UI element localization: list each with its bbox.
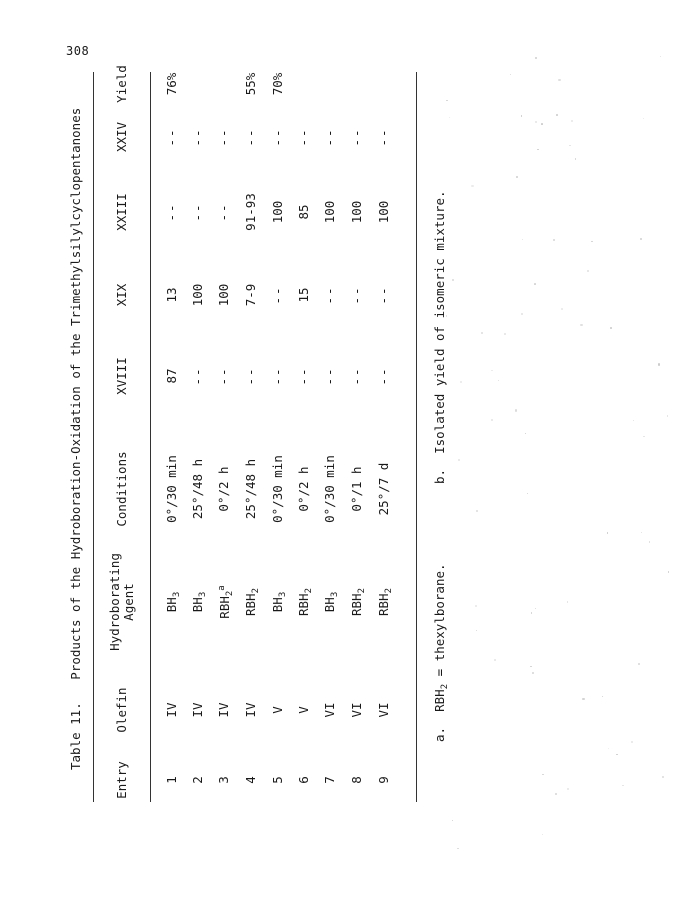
cell-xxiii: 91-93 (243, 193, 258, 231)
scan-speck (481, 332, 483, 334)
cell-xviii: -- (243, 366, 258, 386)
cell-entry: 1 (164, 776, 179, 784)
cell-xxiii: 100 (270, 200, 285, 224)
cell-agent (323, 592, 340, 612)
scan-speck (561, 308, 562, 309)
header-entry: Entry (114, 761, 129, 799)
cell-conditions: 25°/7 d (376, 462, 391, 516)
cell-yield: 55% (243, 72, 258, 96)
scan-speck (638, 663, 640, 665)
page-number: 308 (66, 44, 90, 58)
agent-formula: BH (270, 597, 285, 613)
scan-speck (531, 612, 532, 613)
scan-speck (633, 420, 635, 422)
cell-agent (217, 585, 235, 618)
scan-speck (452, 820, 453, 821)
scan-speck (530, 666, 532, 668)
scan-speck (494, 659, 495, 660)
cell-xxiv: -- (376, 127, 391, 147)
scan-speck (521, 313, 522, 314)
cell-conditions: 0°/2 h (216, 466, 231, 512)
scan-speck (643, 118, 644, 119)
scan-speck (582, 698, 584, 700)
rotated-table-page (60, 65, 460, 802)
cell-xix: 13 (164, 287, 179, 303)
cell-xxiii: 85 (296, 204, 311, 220)
table-row (377, 72, 397, 802)
agent-subscript: 2 (251, 588, 261, 594)
scan-speck (475, 605, 477, 607)
cell-agent (244, 588, 261, 616)
footnote-a (432, 563, 450, 742)
scan-speck (602, 696, 604, 698)
cell-xviii: -- (216, 366, 231, 386)
scan-speck (631, 741, 633, 743)
footnote-a-subscript: 2 (440, 683, 450, 690)
footnote-b (432, 190, 447, 484)
cell-conditions: 0°/30 min (322, 455, 337, 523)
cell-xix: 100 (190, 283, 205, 307)
cell-xxiv: -- (270, 127, 285, 147)
agent-subscript: 2 (225, 590, 235, 597)
cell-xxiv: -- (216, 127, 231, 147)
agent-formula: BH (164, 597, 179, 613)
agent-formula: RBH (376, 593, 391, 616)
cell-entry: 3 (216, 776, 231, 784)
cell-olefin: VI (376, 702, 391, 718)
agent-subscript: 3 (330, 591, 340, 598)
cell-olefin: IV (216, 702, 231, 718)
scan-speck (667, 415, 668, 416)
scan-speck (498, 380, 500, 382)
cell-xix: 15 (296, 287, 311, 303)
cell-entry: 5 (270, 776, 285, 784)
scan-speck (580, 324, 582, 326)
scan-speck (569, 145, 571, 147)
footnote-b-marker: b. (432, 468, 447, 484)
agent-formula: RBH (243, 593, 258, 616)
cell-agent (271, 592, 288, 612)
cell-xix: -- (349, 285, 364, 305)
scan-speck (660, 56, 661, 57)
scan-speck (452, 279, 454, 281)
agent-formula: RBH (349, 593, 364, 616)
cell-xix: -- (376, 285, 391, 305)
table-row (297, 72, 317, 802)
cell-xxiv: -- (164, 127, 179, 147)
scan-speck (522, 239, 523, 240)
scan-speck (521, 115, 523, 117)
cell-olefin: VI (349, 702, 364, 718)
agent-subscript: 3 (198, 591, 208, 598)
table-row (191, 72, 211, 802)
scan-speck (535, 608, 536, 609)
agent-subscript: 3 (278, 591, 288, 598)
cell-agent (377, 588, 394, 616)
scan-speck (460, 381, 462, 383)
cell-olefin: IV (190, 702, 205, 718)
scan-speck (608, 748, 609, 749)
cell-xix: -- (322, 285, 337, 305)
scan-speck (575, 158, 576, 159)
scan-speck (649, 541, 650, 542)
cell-conditions: 25°/48 h (190, 458, 205, 520)
table-title: Table 11. Products of the Hydroboration-Oxidation of the Trimethylsilylcyclopentanones (68, 107, 83, 770)
header-agent-line1: Hydroborating (107, 553, 122, 651)
cell-xix: 7-9 (243, 283, 258, 307)
scan-speck (542, 774, 544, 776)
scan-speck (515, 409, 517, 411)
table-row (271, 72, 291, 802)
scan-speck (510, 74, 511, 75)
footnote-b-text: Isolated yield of isomeric mixture. (432, 190, 447, 454)
cell-yield: 76% (164, 72, 179, 96)
cell-xxiii: 100 (376, 200, 391, 224)
scan-speck (458, 459, 460, 461)
cell-olefin: V (296, 706, 311, 714)
cell-olefin: VI (322, 702, 337, 718)
scan-speck (476, 630, 477, 631)
cell-conditions: 25°/48 h (243, 458, 258, 520)
scan-speck (491, 419, 492, 420)
cell-yield: 70% (270, 72, 285, 96)
scan-speck (640, 238, 642, 240)
cell-agent (297, 588, 314, 616)
table-bottom-rule (416, 72, 417, 802)
scan-speck (534, 283, 536, 285)
cell-xxiii: 100 (322, 200, 337, 224)
table-row (323, 72, 343, 802)
table-body (60, 72, 460, 802)
scan-speck (587, 270, 589, 272)
agent-subscript: 3 (172, 591, 182, 598)
scan-speck (535, 57, 537, 59)
cell-xxiv: -- (243, 127, 258, 147)
cell-xxiv: -- (296, 127, 311, 147)
cell-entry: 6 (296, 776, 311, 784)
cell-xxiv: -- (322, 127, 337, 147)
cell-xix: -- (270, 285, 285, 305)
cell-xviii: -- (376, 366, 391, 386)
scan-speck (516, 176, 518, 178)
header-yield: Yield (114, 65, 129, 103)
scan-speck (527, 493, 529, 495)
cell-xviii: -- (296, 366, 311, 386)
header-conditions: Conditions (114, 451, 129, 527)
cell-xviii: -- (190, 366, 205, 386)
agent-subscript: 2 (384, 588, 394, 594)
scan-speck (541, 123, 543, 125)
cell-xviii: -- (322, 366, 337, 386)
cell-agent (350, 588, 367, 616)
header-xxiii: XXIII (114, 193, 129, 231)
scan-speck (668, 571, 670, 573)
cell-xxiii: -- (164, 202, 179, 222)
table-row (350, 72, 370, 802)
header-xix: XIX (114, 283, 129, 307)
scan-speck (643, 436, 644, 437)
agent-formula: RBH (296, 593, 311, 616)
header-agent-line2: Agent (121, 583, 137, 621)
cell-xxiv: -- (349, 127, 364, 147)
footnote-a-marker: a. (432, 726, 447, 742)
scan-speck (591, 241, 592, 242)
scan-speck (556, 114, 558, 116)
scan-speck (622, 785, 623, 786)
cell-xxiii: -- (190, 202, 205, 222)
footnote-a-formula: RBH (432, 689, 447, 712)
header-xxiv: XXIV (114, 121, 129, 153)
agent-footnote-marker: a (217, 585, 227, 591)
scan-speck (607, 532, 608, 533)
scan-speck (525, 433, 526, 434)
cell-olefin: IV (243, 702, 258, 718)
header-olefin: Olefin (114, 687, 129, 733)
cell-entry: 4 (243, 776, 258, 784)
scan-speck (571, 120, 573, 122)
cell-agent (165, 592, 182, 612)
agent-formula: BH (190, 597, 205, 613)
agent-formula: RBH (217, 596, 232, 619)
table-row (244, 72, 264, 802)
table-row (217, 72, 237, 802)
agent-subscript: 2 (357, 588, 367, 594)
cell-conditions: 0°/30 min (164, 455, 179, 523)
scan-speck (567, 601, 569, 603)
scan-speck (537, 149, 539, 151)
cell-xviii: -- (270, 366, 285, 386)
cell-entry: 7 (322, 776, 337, 784)
cell-xxiii: -- (216, 202, 231, 222)
cell-conditions: 0°/2 h (296, 466, 311, 512)
cell-olefin: V (270, 706, 285, 714)
scan-speck (504, 333, 506, 335)
scan-speck (553, 239, 555, 241)
scan-speck (542, 834, 543, 835)
scan-speck (558, 79, 560, 81)
agent-subscript: 2 (304, 588, 314, 594)
scan-speck (491, 370, 493, 372)
agent-formula: BH (322, 597, 337, 613)
table-row (165, 72, 185, 802)
footnote-a-text: = thexylborane. (432, 563, 447, 684)
scan-speck (658, 363, 660, 365)
cell-entry: 2 (190, 776, 205, 784)
scan-speck (457, 848, 459, 850)
cell-entry: 8 (349, 776, 364, 784)
cell-xxiii: 100 (349, 200, 364, 224)
cell-olefin: IV (164, 702, 179, 718)
cell-agent (191, 592, 208, 612)
scan-speck (662, 776, 664, 778)
cell-xxiv: -- (190, 127, 205, 147)
cell-entry: 9 (376, 776, 391, 784)
cell-xix: 100 (216, 283, 231, 307)
scan-speck (567, 788, 569, 790)
scan-speck (555, 793, 557, 795)
scan-speck (535, 121, 537, 123)
scan-speck (616, 754, 617, 755)
cell-xviii: -- (349, 366, 364, 386)
header-xviii: XVIII (114, 357, 129, 395)
scan-speck (471, 185, 473, 187)
scan-speck (532, 672, 534, 674)
cell-xviii: 87 (164, 368, 179, 384)
scan-speck (610, 327, 612, 329)
scan-speck (446, 100, 447, 101)
scan-speck (641, 532, 643, 534)
cell-conditions: 0°/1 h (349, 466, 364, 512)
scan-speck (476, 510, 478, 512)
cell-conditions: 0°/30 min (270, 455, 285, 523)
